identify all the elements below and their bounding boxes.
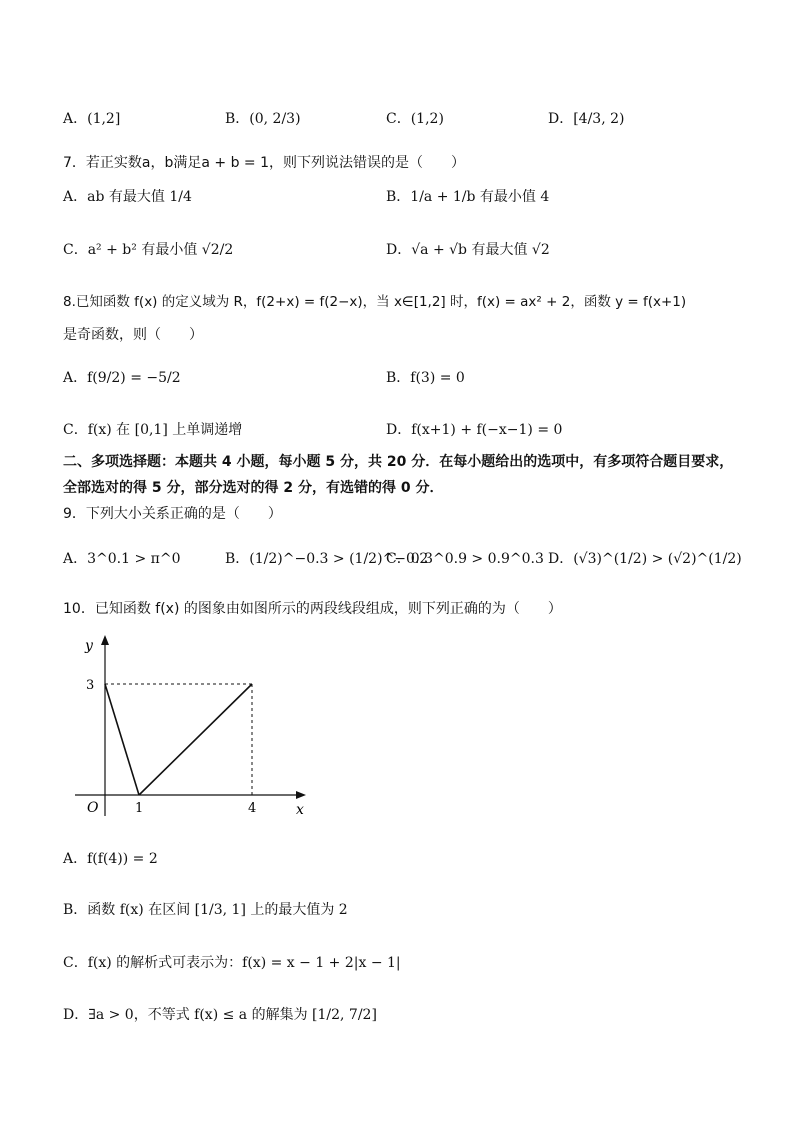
q10-option-b: B．函数 f(x) 在区间 [1/3, 1] 上的最大值为 2 xyxy=(63,902,348,918)
q10-option-c: C．f(x) 的解析式可表示为：f(x) = x − 1 + 2|x − 1| xyxy=(63,955,401,971)
q10-graph xyxy=(70,628,320,828)
y-axis-label: y xyxy=(85,638,93,654)
q8-option-a: A．f(9/2) = −5/2 xyxy=(63,370,181,386)
section-2-heading: 二、多项选择题：本题共 4 小题，每小题 5 分，共 20 分．在每小题给出的选项中，有多项符合题目要求，全部选对的得 5 分，部分选对的得 2 分，有选错的得 0 分． xyxy=(63,454,734,496)
q7-option-c: C．a² + b² 有最小值 √2/2 xyxy=(63,242,234,258)
x-axis-label: x xyxy=(296,802,304,818)
tick-label-x4: 4 xyxy=(248,801,257,816)
q8-option-d: D．f(x+1) + f(−x−1) = 0 xyxy=(386,422,563,438)
q8-stem-line1: 8.已知函数 f(x) 的定义域为 R，f(2+x) = f(2−x)，当 x∈[1,2] 时，f(x) = ax² + 2，函数 y = f(x+1) xyxy=(63,294,687,310)
q7-option-a: A．ab 有最大值 1/4 xyxy=(63,189,192,205)
x-axis-arrow-icon xyxy=(296,791,306,799)
q6-option-b: B．(0, 2/3) xyxy=(225,111,301,127)
q8-stem-line2: 是奇函数，则（ ） xyxy=(63,327,203,343)
segment-2 xyxy=(139,684,252,795)
q7-option-d: D．√a + √b 有最大值 √2 xyxy=(386,242,550,258)
q7-stem: 7．若正实数a，b满足a + b = 1，则下列说法错误的是（ ） xyxy=(63,155,466,171)
y-axis-arrow-icon xyxy=(101,635,109,645)
q10-option-a: A．f(f(4)) = 2 xyxy=(63,851,158,867)
q9-option-d: D．(√3)^(1/2) > (√2)^(1/2) xyxy=(548,551,742,567)
q6-option-c: C．(1,2) xyxy=(386,111,444,127)
q9-option-c: C．0.3^0.9 > 0.9^0.3 xyxy=(386,551,544,567)
q10-option-d: D．∃a > 0，不等式 f(x) ≤ a 的解集为 [1/2, 7/2] xyxy=(63,1007,377,1023)
q10-stem: 10．已知函数 f(x) 的图象由如图所示的两段线段组成，则下列正确的为（ ） xyxy=(63,601,562,617)
q9-stem: 9．下列大小关系正确的是（ ） xyxy=(63,506,282,522)
q6-option-a: A．(1,2] xyxy=(63,111,121,127)
q9-option-a: A．3^0.1 > π^0 xyxy=(63,551,181,567)
q7-option-b: B．1/a + 1/b 有最小值 4 xyxy=(386,189,550,205)
q6-option-d: D．[4/3, 2) xyxy=(548,111,625,127)
origin-label: O xyxy=(87,800,99,816)
tick-label-y3: 3 xyxy=(86,678,95,693)
segment-1 xyxy=(105,684,139,795)
q9-option-b: B．(1/2)^−0.3 > (1/2)^−0.2 xyxy=(225,551,429,567)
q8-option-c: C．f(x) 在 [0,1] 上单调递增 xyxy=(63,422,243,438)
tick-label-x1: 1 xyxy=(135,801,144,816)
q8-option-b: B．f(3) = 0 xyxy=(386,370,465,386)
